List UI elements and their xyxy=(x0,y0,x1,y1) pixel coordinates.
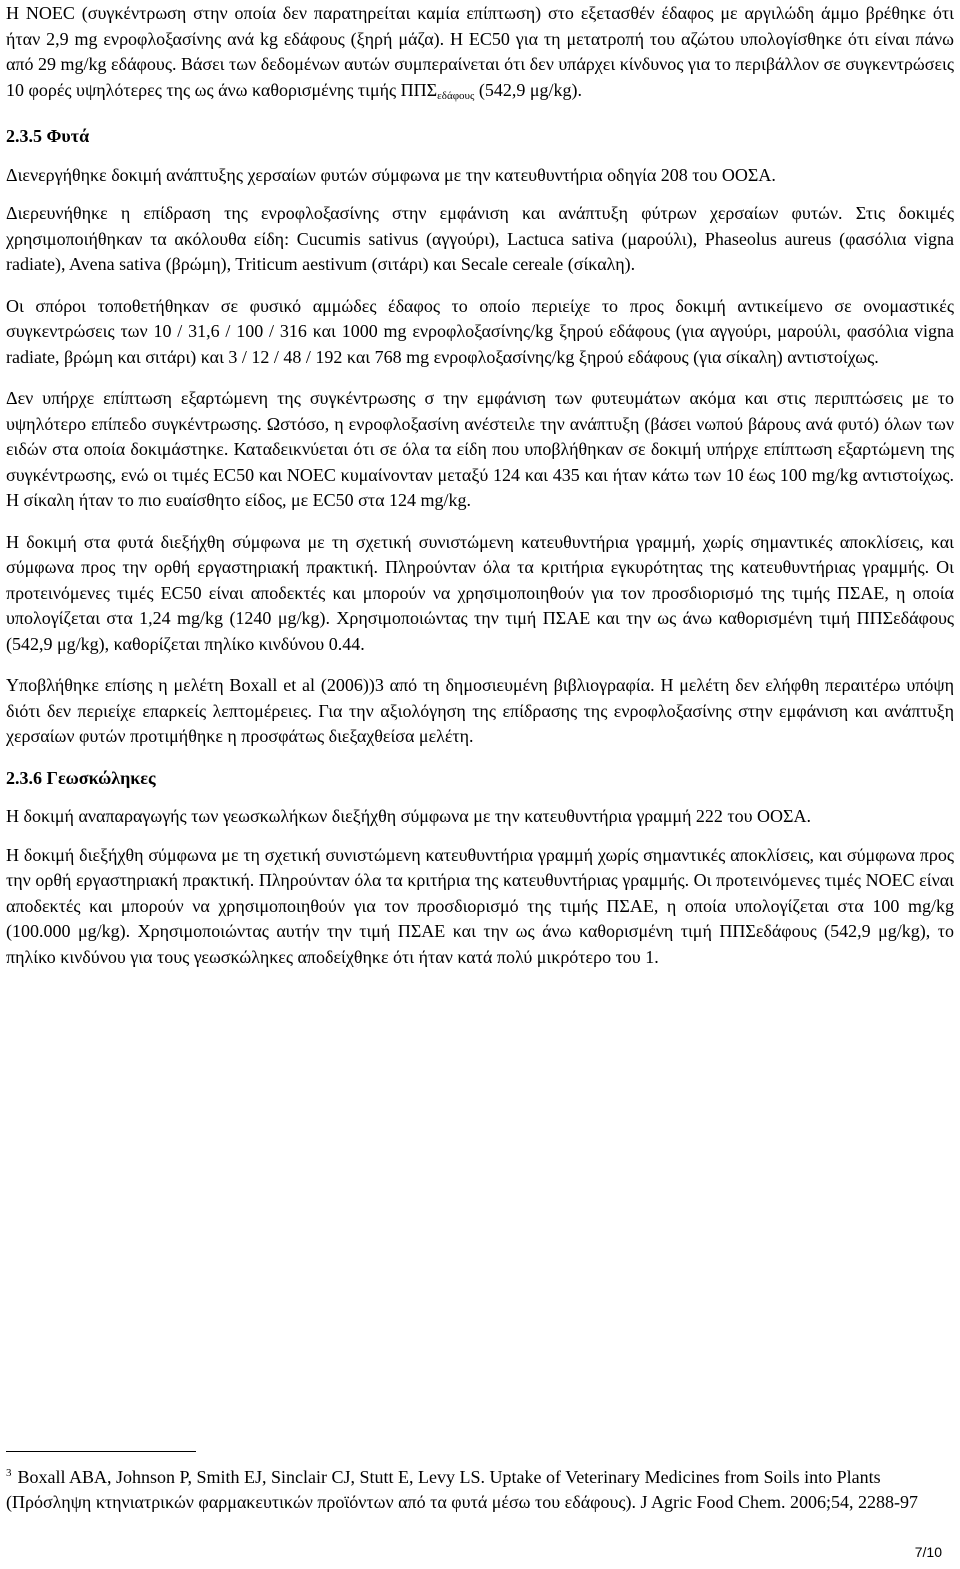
section-heading-earthworms: 2.3.6 Γεωσκώληκες xyxy=(6,767,156,788)
footnote-mark: 3 xyxy=(6,1467,12,1479)
page-number: 7/10 xyxy=(914,1544,942,1560)
footnote-divider xyxy=(6,1451,196,1452)
earthworms-paragraph-2: Η δοκιμή διεξήχθη σύμφωνα με τη σχετική συνιστώμενη κατευθυντήρια γραμμή χωρίς σημαντικές αποκλίσεις, και σύμφωνα προς την ορθή εργαστηριακή πρακτική. Πληρούνταν όλα τα κριτήρια της κατευθυντήριας γραμμής. Οι προτεινόμενες τιμές NOEC είναι αποδεκτές και μπορούν να χρησιμοποιηθούν για τον προσδιορισμό της τιμής ΠΣΑΕ, η οποία υπολογίζεται στα 100 mg/kg (100.000 μg/kg). Χρησιμοποιώντας αυτήν την τιμή ΠΣΑΕ και την ως άνω καθορισμένη τιμή ΠΠΣεδάφους (542,9 μg/kg), το πηλίκο κινδύνου για τους γεωσκώληκες αποδείχθηκε ότι ήταν κατά πολύ μικρότερο του 1. xyxy=(6,844,954,967)
plants-paragraph-2: Διερευνήθηκε η επίδραση της ενροφλοξασίνης στην εμφάνιση και ανάπτυξη φύτρων χερσαίων φυτών. Στις δοκιμές χρησιμοποιήθηκαν τα ακόλουθα είδη: Cucumis sativus (αγγούρι), Lactuca sativa (μαρούλι), Phaseolus aureus (φασόλια vigna radiate), Avena sativa (βρώμη), Triticum aestivum (σιτάρι) και Secale cereale (σίκαλη). xyxy=(6,203,954,274)
footnote xyxy=(6,1461,954,1515)
plants-paragraph-4: Δεν υπήρχε επίπτωση εξαρτώμενη της συγκέντρωσης σ την εμφάνιση των φυτευμάτων ακόμα και στις περιπτώσεις με το υψηλότερο επίπεδο συγκέντρωσης. Ωστόσο, η ενροφλοξασίνη ανέστειλε την ανάπτυξη (βάσει νωπού βάρους ανά φυτό) όλων των ειδών στα οποία δοκιμάστηκε. Καταδεικνύεται ότι σε όλα τα είδη που υποβλήθηκαν σε δοκιμή υπήρχε επίπτωση εξαρτώμενη της συγκέντρωσης, ενώ οι τιμές EC50 και NOEC κυμαίνονταν μεταξύ 124 και 435 και ήταν κάτω των 10 έως 100 mg/kg αντιστοίχως. Η σίκαλη ήταν το πιο ευαίσθητο είδος, με EC50 στα 124 mg/kg. xyxy=(6,388,954,510)
plants-paragraph-6: Υποβλήθηκε επίσης η μελέτη Boxall et al (2006))3 από τη δημοσιευμένη βιβλιογραφία. Η μελέτη δεν ελήφθη περαιτέρω υπόψη διότι δεν περιείχε επαρκείς λεπτομέρειες. Για την αξιολόγηση της επίδρασης της ενροφλοξασίνης στην εμφάνιση και ανάπτυξη χερσαίων φυτών προτιμήθηκε η προσφάτως διεξαχθείσα μελέτη. xyxy=(6,675,954,746)
footnote-text: Boxall ABA, Johnson P, Smith EJ, Sinclair CJ, Stutt E, Levy LS. Uptake of Veterinary Medicines from Soils into Plants (Πρόσληψη κτηνιατρικών φαρμακευτικών προϊόντων από τα φυτά μέσω του εδάφους). J Agric Food Chem. 2006;54, 2288-97 xyxy=(6,1467,919,1512)
plants-paragraph-3: Οι σπόροι τοποθετήθηκαν σε φυσικό αμμώδες έδαφος το οποίο περιείχε το προς δοκιμή αντικείμενο σε ονομαστικές συγκεντρώσεις των 10 / 31,6 / 100 / 316 και 1000 mg ενροφλοξασίνης/kg ξηρού εδάφους (για αγγούρι, μαρούλι, φασόλια vigna radiate, βρώμη και σιτάρι) και 3 / 12 / 48 / 192 και 768 mg ενροφλοξασίνης/kg ξηρού εδάφους (για σίκαλη) αντιστοίχως. xyxy=(6,295,954,367)
plants-paragraph-1: Διενεργήθηκε δοκιμή ανάπτυξης χερσαίων φυτών σύμφωνα με την κατευθυντήρια οδηγία 208 του ΟΟΣΑ. xyxy=(6,164,776,185)
section-heading-plants: 2.3.5 Φυτά xyxy=(6,126,90,146)
intro-subscript: εδάφους xyxy=(437,89,475,102)
intro-paragraph: Η NOEC (συγκέντρωση στην οποία δεν παρατηρείται καμία επίπτωση) στο εξετασθέν έδαφος με αργιλώδη άμμο βρέθηκε ότι ήταν 2,9 mg ενροφλοξασίνης ανά kg εδάφους (ξηρή μάζα). Η EC50 για τη μετατροπή του αζώτου υπολογίσθηκε ότι είναι πάνω από 29 mg/kg εδάφους. Βάσει των δεδομένων αυτών συμπεραίνεται ότι δεν υπάρχει κίνδυνος για το περιβάλλον σε συγκεντρώσεις 10 φορές υψηλότερες της ως άνω καθορισμένης τιμής $\Pi\Pi\Sigma_{\varepsilon\delta ά\varphi o\upsilon\varsigma}$ (542,9 μg/kg). xyxy=(6,3,954,102)
plants-paragraph-5: Η δοκιμή στα φυτά διεξήχθη σύμφωνα με τη σχετική συνιστώμενη κατευθυντήρια γραμμή, χωρίς σημαντικές αποκλίσεις, και σύμφωνα προς την ορθή εργαστηριακή πρακτική. Πληρούνταν όλα τα κριτήρια εγκυρότητας της κατευθυντήριας γραμμής. Οι προτεινόμενες τιμές EC50 είναι αποδεκτές και μπορούν να χρησιμοποιηθούν για τον προσδιορισμό της τιμής ΠΣΑΕ, η οποία υπολογίζεται στα 1,24 mg/kg (1240 μg/kg). Χρησιμοποιώντας την τιμή ΠΣΑΕ και την ως άνω καθορισμένη τιμή ΠΠΣεδάφους (542,9 μg/kg), καθορίζεται πηλίκο κινδύνου 0.44. xyxy=(6,531,954,654)
document-page xyxy=(6,0,954,970)
earthworms-paragraph-1: Η δοκιμή αναπαραγωγής των γεωσκωλήκων διεξήχθη σύμφωνα με την κατευθυντήρια γραμμή 222 του ΟΟΣΑ. xyxy=(6,806,812,826)
